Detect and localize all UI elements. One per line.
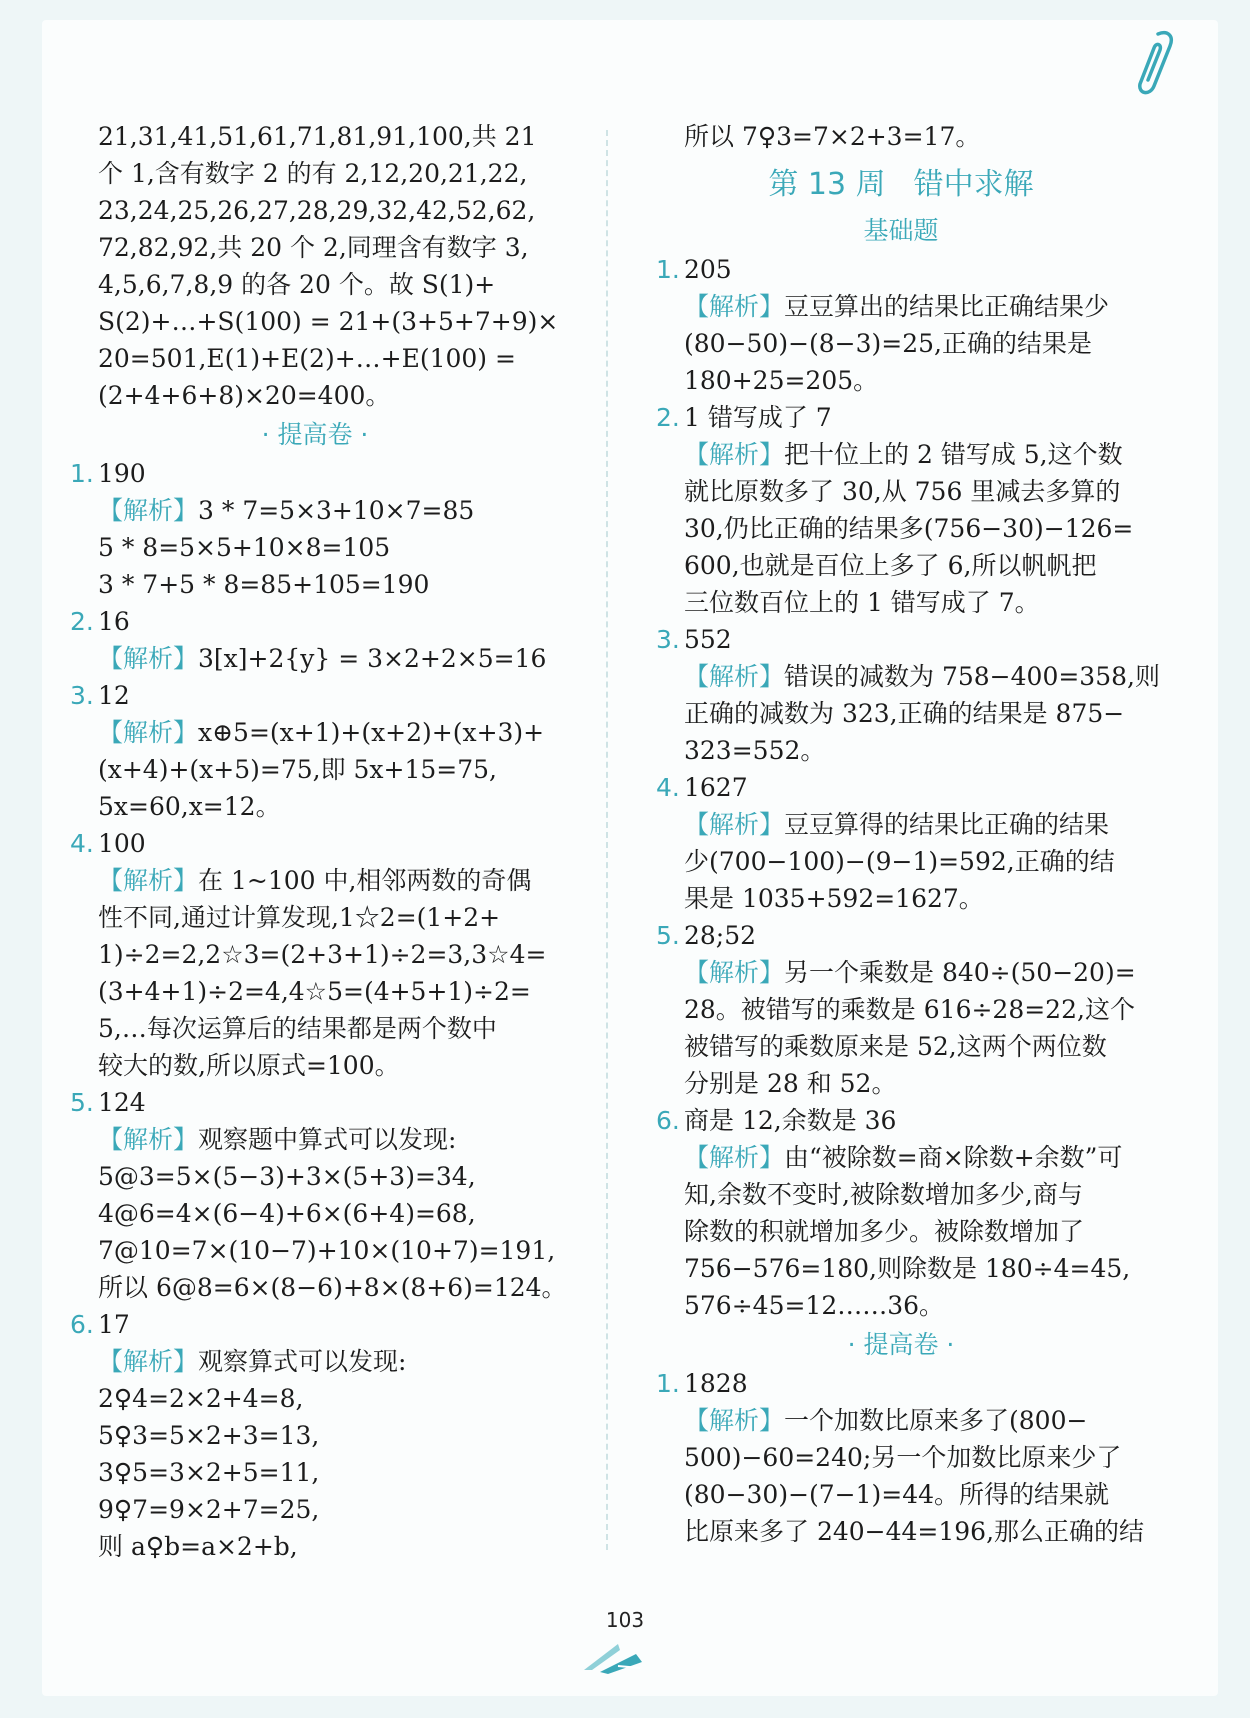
explanation-tag: 【解析】 <box>684 958 785 987</box>
answer-line <box>656 399 1146 436</box>
explanation-line <box>656 473 1146 510</box>
answer-line <box>70 1084 560 1121</box>
explanation-tag: 【解析】 <box>684 1143 785 1172</box>
right-column <box>656 118 1160 1550</box>
explanation-text: (3+4+1)÷2=4,4☆5=(4+5+1)÷2= <box>98 977 531 1006</box>
explanation-line <box>656 1176 1146 1213</box>
answer-line <box>656 1102 1146 1139</box>
explanation-text: 则 a♀b=a×2+b, <box>98 1532 298 1561</box>
explanation-line <box>656 325 1146 362</box>
answer-value: 商是 12,余数是 36 <box>684 1106 897 1135</box>
answer-value: 205 <box>684 255 732 284</box>
answer-line <box>70 677 560 714</box>
explanation-text: 较大的数,所以原式=100。 <box>98 1051 400 1080</box>
explanation-text: (80−50)−(8−3)=25,正确的结果是 <box>684 329 1092 358</box>
explanation-text: (80−30)−(7−1)=44。所得的结果就 <box>684 1480 1110 1509</box>
item-number: 5. <box>656 921 680 950</box>
explanation-text: 比原来多了 240−44=196,那么正确的结 <box>684 1517 1145 1546</box>
explanation-text: 7@10=7×(10−7)+10×(10+7)=191, <box>98 1236 556 1265</box>
explanation-text: 4@6=4×(6−4)+6×(6+4)=68, <box>98 1199 476 1228</box>
explanation-line <box>656 547 1146 584</box>
week-title <box>656 161 1146 209</box>
explanation-line <box>70 1047 560 1084</box>
explanation-text: 错误的减数为 758−400=358,则 <box>784 662 1160 691</box>
explanation-text: 豆豆算出的结果比正确结果少 <box>784 292 1110 321</box>
answer-line <box>70 825 560 862</box>
intro-line: (2+4+6+8)×20=400。 <box>98 381 391 410</box>
explanation-text: 正确的减数为 323,正确的结果是 875− <box>684 699 1125 728</box>
explanation-tag: 【解析】 <box>684 440 785 469</box>
explanation-line <box>70 788 560 825</box>
intro-line: S(2)+…+S(100) = 21+(3+5+7+9)× <box>98 307 559 336</box>
answer-value: 1828 <box>684 1369 748 1398</box>
explanation-line <box>70 751 560 788</box>
answer-value: 124 <box>98 1088 146 1117</box>
answer-line <box>656 1365 1146 1402</box>
explanation-line <box>70 640 560 677</box>
explanation-line <box>70 714 560 751</box>
explanation-line <box>70 1454 560 1491</box>
explanation-line <box>70 1343 560 1380</box>
explanation-text: 30,仍比正确的结果多(756−30)−126= <box>684 514 1134 543</box>
explanation-line <box>70 529 560 566</box>
left-column <box>70 118 567 1565</box>
explanation-line <box>656 658 1160 695</box>
explanation-line <box>656 1065 1146 1102</box>
item-number: 3. <box>656 625 680 654</box>
explanation-line <box>70 1269 567 1306</box>
explanation-line <box>656 362 1146 399</box>
explanation-tag: 【解析】 <box>98 496 199 525</box>
explanation-line <box>656 510 1146 547</box>
explanation-text: 观察算式可以发现: <box>198 1347 407 1376</box>
explanation-text: 5♀3=5×2+3=13, <box>98 1421 320 1450</box>
answer-value: 16 <box>98 607 130 636</box>
explanation-text: 在 1~100 中,相邻两数的奇偶 <box>198 866 532 895</box>
explanation-line <box>656 806 1146 843</box>
explanation-line <box>656 1402 1146 1439</box>
section-title: · 提高卷 · <box>261 420 369 449</box>
intro-line: 个 1,含有数字 2 的有 2,12,20,21,22, <box>98 159 528 188</box>
explanation-text: 性不同,通过计算发现,1☆2=(1+2+ <box>98 903 501 932</box>
explanation-text: 豆豆算得的结果比正确的结果 <box>784 810 1110 839</box>
intro-line: 21,31,41,51,61,71,81,91,100,共 21 <box>98 122 537 151</box>
answer-value: 28;52 <box>684 921 757 950</box>
item-number: 4. <box>656 773 680 802</box>
explanation-text: 三位数百位上的 1 错写成了 7。 <box>684 588 1040 617</box>
explanation-line <box>70 1380 560 1417</box>
explanation-text: 5 * 8=5×5+10×8=105 <box>98 533 391 562</box>
explanation-line <box>70 492 560 529</box>
explanation-text: x⊕5=(x+1)+(x+2)+(x+3)+ <box>198 718 545 747</box>
explanation-tag: 【解析】 <box>98 866 199 895</box>
intro-line: 4,5,6,7,8,9 的各 20 个。故 S(1)+ <box>98 270 496 299</box>
explanation-line <box>70 566 560 603</box>
answer-value: 1627 <box>684 773 748 802</box>
basic-section-title: 基础题 <box>863 216 939 245</box>
publisher-logo-icon <box>578 1636 648 1676</box>
explanation-line <box>656 1250 1146 1287</box>
answer-value: 100 <box>98 829 146 858</box>
explanation-tag: 【解析】 <box>684 292 785 321</box>
item-number: 2. <box>70 607 94 636</box>
explanation-line <box>656 732 1146 769</box>
explanation-text: 一个加数比原来多了(800− <box>784 1406 1088 1435</box>
item-number: 6. <box>70 1310 94 1339</box>
explanation-text: 3 * 7+5 * 8=85+105=190 <box>98 570 430 599</box>
intro-line: 20=501,E(1)+E(2)+…+E(100) = <box>98 344 516 373</box>
week-number: 第 13 周 <box>768 167 886 202</box>
explanation-line <box>70 1232 560 1269</box>
explanation-tag: 【解析】 <box>98 1125 199 1154</box>
explanation-tag: 【解析】 <box>98 718 199 747</box>
explanation-line <box>70 973 560 1010</box>
explanation-text: 3♀5=3×2+5=11, <box>98 1458 320 1487</box>
answer-value: 12 <box>98 681 130 710</box>
item-number: 2. <box>656 403 680 432</box>
section-title: · 提高卷 · <box>847 1330 955 1359</box>
intro-line: 72,82,92,共 20 个 2,同理含有数字 3, <box>98 233 529 262</box>
week-topic: 错中求解 <box>913 167 1034 202</box>
item-number: 6. <box>656 1106 680 1135</box>
explanation-text: 分别是 28 和 52。 <box>684 1069 897 1098</box>
explanation-tag: 【解析】 <box>98 644 199 673</box>
explanation-line <box>70 936 560 973</box>
explanation-text: 3 * 7=5×3+10×7=85 <box>198 496 475 525</box>
explanation-text: 少(700−100)−(9−1)=592,正确的结 <box>684 847 1115 876</box>
explanation-line <box>656 1513 1146 1550</box>
explanation-line <box>656 288 1146 325</box>
explanation-text: 28。被错写的乘数是 616÷28=22,这个 <box>684 995 1135 1024</box>
item-number: 1. <box>656 1369 680 1398</box>
explanation-line <box>656 1028 1146 1065</box>
answer-line <box>656 917 1146 954</box>
answer-line <box>656 621 1146 658</box>
explanation-text: 果是 1035+592=1627。 <box>684 884 984 913</box>
explanation-text: 把十位上的 2 错写成 5,这个数 <box>784 440 1123 469</box>
explanation-line <box>70 1158 560 1195</box>
explanation-line <box>70 1121 560 1158</box>
explanation-text: 所以 6@8=6×(8−6)+8×(8+6)=124。 <box>98 1273 567 1302</box>
intro-line: 23,24,25,26,27,28,29,32,42,52,62, <box>98 196 536 225</box>
explanation-line <box>656 843 1146 880</box>
explanation-text: 观察题中算式可以发现: <box>198 1125 457 1154</box>
explanation-text: 323=552。 <box>684 736 826 765</box>
answer-value: 190 <box>98 459 146 488</box>
explanation-text: 除数的积就增加多少。被除数增加了 <box>684 1217 1085 1246</box>
answer-line <box>70 603 560 640</box>
explanation-tag: 【解析】 <box>684 810 785 839</box>
carry-over-line: 所以 7♀3=7×2+3=17。 <box>684 122 981 151</box>
explanation-tag: 【解析】 <box>684 1406 785 1435</box>
answer-value: 1 错写成了 7 <box>684 403 832 432</box>
explanation-line <box>70 862 560 899</box>
item-number: 3. <box>70 681 94 710</box>
answer-value: 552 <box>684 625 732 654</box>
explanation-line <box>656 880 1146 917</box>
explanation-line <box>656 584 1146 621</box>
explanation-text: 另一个乘数是 840÷(50−20)= <box>784 958 1136 987</box>
explanation-text: 3[x]+2{y} = 3×2+2×5=16 <box>198 644 547 673</box>
paperclip-icon <box>1128 28 1178 98</box>
explanation-text: 由“被除数=商×除数+余数”可 <box>784 1143 1123 1172</box>
explanation-text: 5x=60,x=12。 <box>98 792 281 821</box>
explanation-text: 756−576=180,则除数是 180÷4=45, <box>684 1254 1131 1283</box>
item-number: 4. <box>70 829 94 858</box>
explanation-text: 知,余数不变时,被除数增加多少,商与 <box>684 1180 1083 1209</box>
explanation-line <box>656 1439 1146 1476</box>
explanation-line <box>656 1287 1146 1324</box>
explanation-line <box>656 1139 1146 1176</box>
explanation-text: 600,也就是百位上多了 6,所以帆帆把 <box>684 551 1097 580</box>
explanation-line <box>70 1010 560 1047</box>
explanation-line <box>656 954 1146 991</box>
explanation-line <box>70 1491 560 1528</box>
explanation-text: 就比原数多了 30,从 756 里减去多算的 <box>684 477 1121 506</box>
explanation-text: (x+4)+(x+5)=75,即 5x+15=75, <box>98 755 497 784</box>
explanation-text: 1)÷2=2,2☆3=(2+3+1)÷2=3,3☆4= <box>98 940 547 969</box>
answer-value: 17 <box>98 1310 130 1339</box>
item-number: 1. <box>70 459 94 488</box>
explanation-line <box>70 1528 560 1565</box>
explanation-text: 180+25=205。 <box>684 366 879 395</box>
item-number: 5. <box>70 1088 94 1117</box>
explanation-line <box>656 695 1146 732</box>
answer-line <box>656 251 1146 288</box>
explanation-line <box>656 1213 1146 1250</box>
explanation-text: 5@3=5×(5−3)+3×(5+3)=34, <box>98 1162 476 1191</box>
explanation-text: 2♀4=2×2+4=8, <box>98 1384 304 1413</box>
explanation-line <box>70 1195 560 1232</box>
explanation-tag: 【解析】 <box>98 1347 199 1376</box>
item-number: 1. <box>656 255 680 284</box>
explanation-line <box>656 436 1146 473</box>
explanation-line <box>70 899 560 936</box>
explanation-line <box>656 991 1146 1028</box>
explanation-line <box>70 1417 560 1454</box>
page-number: 103 <box>605 1608 645 1632</box>
explanation-line <box>656 1476 1146 1513</box>
explanation-text: 5,…每次运算后的结果都是两个数中 <box>98 1014 497 1043</box>
answer-line <box>656 769 1146 806</box>
explanation-text: 500)−60=240;另一个加数比原来少了 <box>684 1443 1122 1472</box>
column-divider <box>606 130 608 1550</box>
explanation-text: 576÷45=12……36。 <box>684 1291 945 1320</box>
explanation-text: 被错写的乘数原来是 52,这两个两位数 <box>684 1032 1107 1061</box>
answer-line <box>70 455 560 492</box>
explanation-text: 9♀7=9×2+7=25, <box>98 1495 320 1524</box>
answer-line <box>70 1306 560 1343</box>
explanation-tag: 【解析】 <box>684 662 785 691</box>
